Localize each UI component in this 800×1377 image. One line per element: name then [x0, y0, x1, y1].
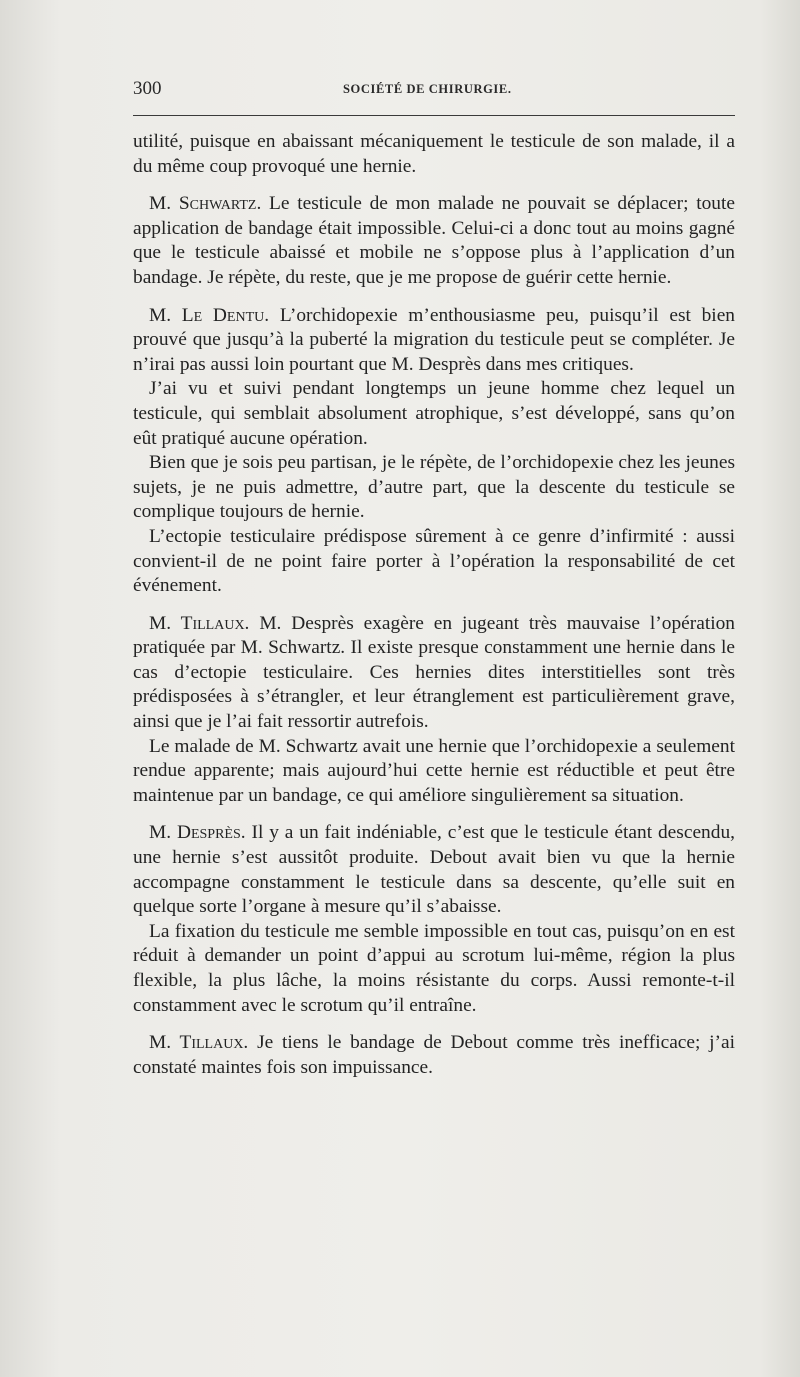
paragraph [133, 451, 735, 525]
speaker-name: M. Le Dentu. [149, 304, 270, 326]
running-title: SOCIÉTÉ DE CHIRURGIE. [343, 82, 512, 96]
paragraph-text: La fixation du testicule me semble impossible en tout cas, puisqu’on en est réduit à demander un point d’appui au scrotum lui-même, région la plus flexible, la plus lâche, la moins résistante du corps. Aussi remonte-t-il constamment avec le scrotum qu’il entraîne. [133, 920, 735, 1016]
paragraph [133, 377, 735, 451]
paragraph [133, 612, 735, 735]
speaker-name: M. Desprès. [149, 822, 246, 844]
paragraph [133, 821, 735, 919]
paragraph-text: Il y a un fait indéniable, c’est que le testicule étant descendu, une hernie s’est aussitôt produite. Debout avait bien vu que la hernie accompagne constamment le testicule dans sa descente, qu’elle suit en quelque sorte l’organe à mesure qu’il s’abaisse. [133, 822, 735, 918]
paragraph [133, 920, 735, 1018]
speaker-name: M. Schwartz. [149, 193, 262, 215]
speaker-name: M. Tillaux. [149, 1032, 249, 1054]
page-header [133, 78, 735, 102]
paragraph-text: M. Desprès exagère en jugeant très mauvaise l’opération pratiquée par M. Schwartz. Il existe presque constamment une hernie dans le cas d’ectopie testiculaire. Ces hernies dites interstitielles sont très prédisposées à s’étrangler, et leur étranglement est particulièrement grave, ainsi que je l’ai fait ressortir autrefois. [133, 612, 735, 733]
paragraph-text: J’ai vu et suivi pendant longtemps un jeune homme chez lequel un testicule, qui semblait absolument atrophique, s’est développé, sans qu’on eût pratiqué aucune opération. [133, 378, 735, 449]
paragraph [133, 192, 735, 290]
header-rule [133, 115, 735, 116]
paragraph [133, 525, 735, 599]
paragraph [133, 130, 735, 179]
paragraph-text: Le testicule de mon malade ne pouvait se déplacer; toute application de bandage était impossible. Celui-ci a donc tout au moins gagné que le testicule abaissé et mobile ne s’oppose plus à l’application d’un bandage. Je répète, du reste, que je me propose de guérir cette hernie. [133, 193, 736, 288]
paragraph-text: Je tiens le bandage de Debout comme très inefficace; j’ai constaté maintes fois son impuissance. [133, 1032, 735, 1078]
paragraph [133, 735, 735, 809]
paragraph [133, 1031, 735, 1080]
paragraph-text: Le malade de M. Schwartz avait une hernie que l’orchidopexie a seulement rendue apparente; mais aujourd’hui cette hernie est réductible et peut être maintenue par un bandage, ce qui améliore singulièrement sa situation. [133, 735, 735, 806]
page-body [133, 130, 735, 1080]
page-number: 300 [133, 78, 162, 99]
paragraph-text: utilité, puisque en abaissant mécaniquement le testicule de son malade, il a du même coup provoqué une hernie. [133, 131, 735, 177]
speaker-name: M. Tillaux. [149, 612, 250, 634]
paragraph-text: L’orchidopexie m’enthousiasme peu, puisqu’il est bien prouvé que jusqu’à la puberté la migration du testicule peut se compléter. Je n’irai pas aussi loin pourtant que M. Desprès dans mes critiques. [133, 304, 735, 375]
paragraph [133, 304, 735, 378]
paragraph-text: Bien que je sois peu partisan, je le répète, de l’orchidopexie chez les jeunes sujets, je ne puis admettre, d’autre part, que la descente du testicule se complique toujours de hernie. [133, 452, 735, 523]
paragraph-text: L’ectopie testiculaire prédispose sûrement à ce genre d’infirmité : aussi convient-il de ne point faire porter à l’opération la responsabilité de cet événement. [133, 525, 735, 597]
